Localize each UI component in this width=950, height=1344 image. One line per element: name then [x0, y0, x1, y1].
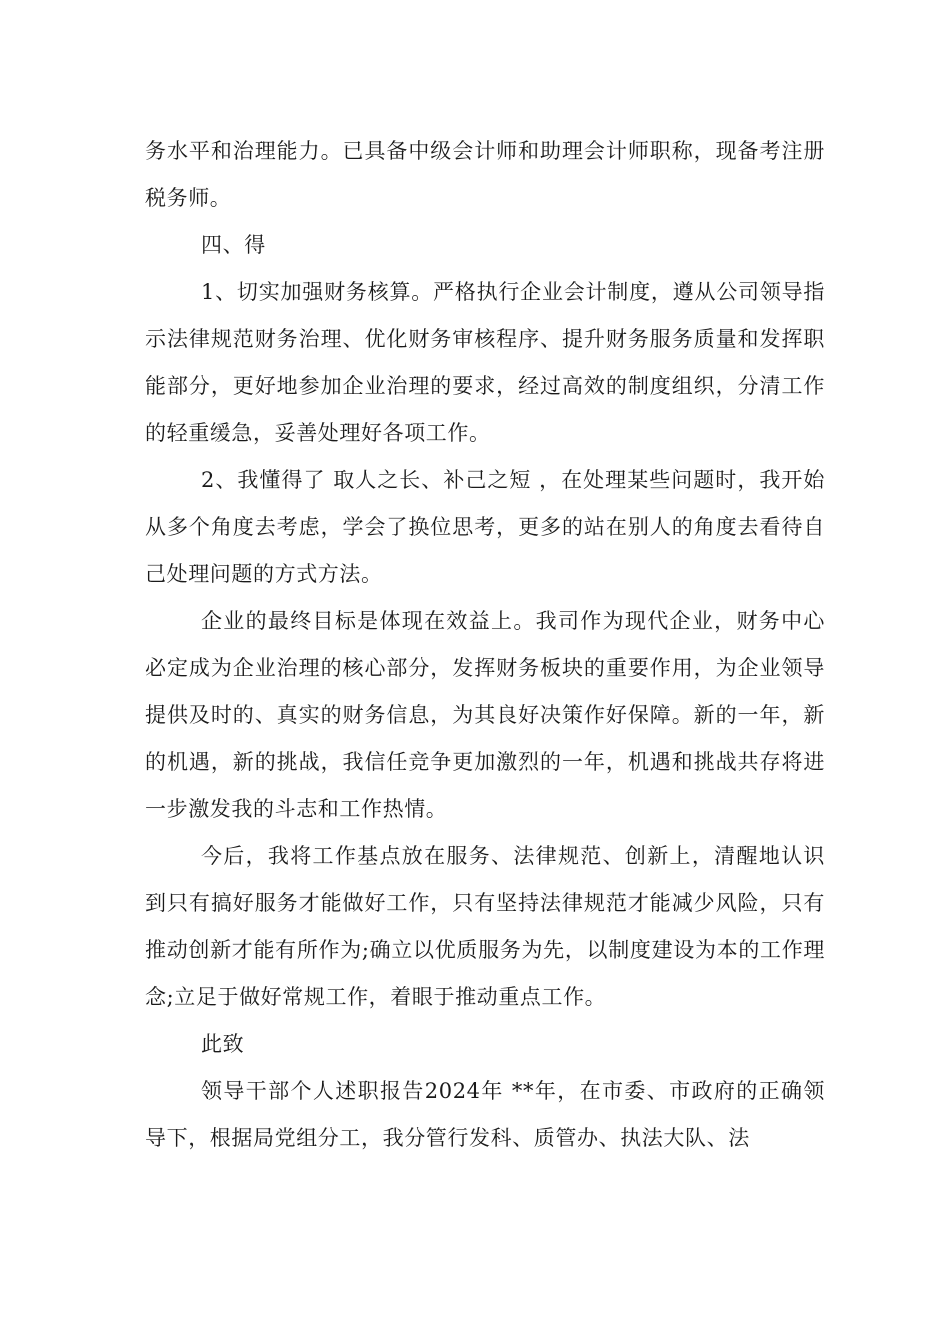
- paragraph-item-2: 2、我懂得了 取人之长、补己之短 ，在处理某些问题时，我开始从多个角度去考虑，学会了换位思考，更多的站在别人的角度去看待自己处理问题的方式方法。: [145, 468, 825, 586]
- document-body: [145, 128, 825, 1162]
- paragraph-report-start: 领导干部个人述职报告2024年 **年，在市委、市政府的正确领导下，根据局党组分工，我分管行发科、质管办、执法大队、法: [145, 1079, 825, 1150]
- paragraph-item-1: 1、切实加强财务核算。严格执行企业会计制度，遵从公司领导指示法律规范财务治理、优化财务审核程序、提升财务服务质量和发挥职能部分，更好地参加企业治理的要求，经过高效的制度组织，分清工作的轻重缓急，妥善处理好各项工作。: [145, 280, 825, 445]
- closing-salutation: 此致: [201, 1032, 245, 1056]
- paragraph-goal: 企业的最终目标是体现在效益上。我司作为现代企业，财务中心必定成为企业治理的核心部分，发挥财务板块的重要作用，为企业领导提供及时的、真实的财务信息，为其良好决策作好保障。新的一年，新的机遇，新的挑战，我信任竞争更加激烈的一年，机遇和挑战共存将进一步激发我的斗志和工作热情。: [145, 609, 825, 821]
- section-heading: 四、得: [201, 233, 266, 257]
- paragraph-future: 今后，我将工作基点放在服务、法律规范、创新上，清醒地认识到只有搞好服务才能做好工作，只有坚持法律规范才能减少风险，只有推动创新才能有所作为;确立以优质服务为先，以制度建设为本的工作理念;立足于做好常规工作，着眼于推动重点工作。: [145, 844, 825, 1009]
- paragraph-continuation: 务水平和治理能力。已具备中级会计师和助理会计师职称，现备考注册税务师。: [145, 139, 825, 210]
